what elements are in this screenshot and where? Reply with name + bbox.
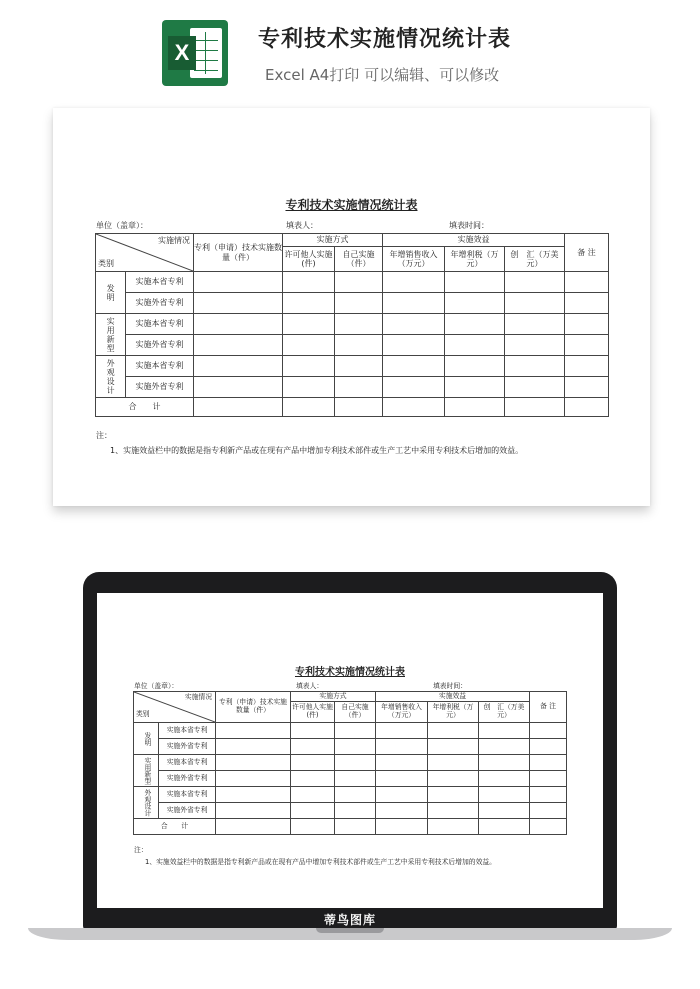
data-cell[interactable] [216, 771, 291, 787]
row-label: 实施本省专利 [126, 314, 194, 335]
data-cell[interactable] [530, 755, 567, 771]
data-cell[interactable] [376, 755, 428, 771]
page-title: 专利技术实施情况统计表 [258, 27, 512, 52]
header-license: 许可他人实施(件) [283, 247, 335, 272]
data-cell[interactable] [283, 377, 335, 398]
data-cell[interactable] [216, 819, 291, 835]
data-cell[interactable] [335, 803, 376, 819]
group-invention: 发明 [96, 272, 126, 314]
row-label: 实施本省专利 [126, 356, 194, 377]
data-cell[interactable] [505, 293, 565, 314]
data-cell[interactable] [335, 739, 376, 755]
header-benefit: 实施效益 [376, 692, 530, 702]
total-label: 合 计 [96, 398, 194, 417]
document-sheet [53, 108, 650, 506]
row-label: 实施外省专利 [126, 377, 194, 398]
data-cell[interactable] [376, 739, 428, 755]
statistics-table [95, 233, 609, 417]
header-remark: 备 注 [565, 234, 609, 272]
data-cell[interactable] [428, 819, 479, 835]
data-cell[interactable] [291, 803, 335, 819]
filler-label: 填表人： [286, 221, 318, 230]
header-forex: 创 汇（万美元） [479, 702, 530, 723]
laptop-notch [316, 928, 384, 933]
header-category: 类别 [98, 258, 114, 268]
data-cell[interactable] [335, 723, 376, 739]
data-cell[interactable] [505, 377, 565, 398]
unit-label: 单位（盖章）： [96, 221, 148, 230]
note-label: 注： [134, 846, 148, 854]
data-cell[interactable] [530, 723, 567, 739]
data-cell[interactable] [565, 335, 609, 356]
data-cell[interactable] [283, 272, 335, 293]
data-cell[interactable] [428, 787, 479, 803]
data-cell[interactable] [565, 314, 609, 335]
data-cell[interactable] [194, 293, 283, 314]
unit-label: 单位（盖章）： [134, 682, 179, 690]
data-cell[interactable] [216, 755, 291, 771]
row-label: 实施本省专利 [159, 787, 216, 803]
group-design: 外观设计 [96, 356, 126, 398]
note-label: 注： [96, 431, 112, 440]
page-header [0, 0, 700, 100]
header-license: 许可他人实施(件) [291, 702, 335, 723]
data-cell[interactable] [428, 723, 479, 739]
data-cell[interactable] [283, 356, 335, 377]
data-cell[interactable] [445, 356, 505, 377]
row-label: 实施本省专利 [159, 755, 216, 771]
row-label: 实施外省专利 [159, 771, 216, 787]
data-cell[interactable] [194, 377, 283, 398]
data-cell[interactable] [291, 755, 335, 771]
row-label: 实施外省专利 [126, 335, 194, 356]
watermark-brand: 蒂鸟图库 [323, 913, 376, 927]
data-cell[interactable] [445, 293, 505, 314]
table-row [134, 771, 567, 787]
data-cell[interactable] [428, 803, 479, 819]
data-cell[interactable] [194, 272, 283, 293]
row-label: 实施本省专利 [159, 723, 216, 739]
group-utility-model: 实用新型 [134, 755, 159, 787]
data-cell[interactable] [194, 335, 283, 356]
row-label: 实施外省专利 [159, 739, 216, 755]
note-text: 1、实施效益栏中的数据是指专利新产品或在现有产品中增加专利技术部件或生产工艺中采用专利技术后增加的效益。 [145, 858, 496, 866]
data-cell[interactable] [383, 398, 445, 417]
row-label: 实施本省专利 [126, 272, 194, 293]
header-patent-count: 专利（申请）技术实施数量（件） [194, 234, 283, 272]
data-cell[interactable] [445, 377, 505, 398]
data-cell[interactable] [445, 272, 505, 293]
data-cell[interactable] [428, 755, 479, 771]
table-row [96, 335, 609, 356]
table-row [134, 803, 567, 819]
data-cell[interactable] [530, 819, 567, 835]
data-cell[interactable] [505, 398, 565, 417]
diagonal-header-cell [96, 234, 194, 272]
table-row [96, 377, 609, 398]
data-cell[interactable] [383, 314, 445, 335]
filler-label: 填表人： [296, 682, 324, 690]
data-cell[interactable] [335, 787, 376, 803]
data-cell[interactable] [445, 314, 505, 335]
data-cell[interactable] [505, 335, 565, 356]
total-label: 合 计 [134, 819, 216, 835]
data-cell[interactable] [479, 803, 530, 819]
data-cell[interactable] [335, 335, 383, 356]
data-cell[interactable] [479, 739, 530, 755]
header-benefit: 实施效益 [383, 234, 565, 247]
data-cell[interactable] [283, 293, 335, 314]
group-design: 外观设计 [134, 787, 159, 819]
document-preview-card [53, 108, 650, 506]
data-cell[interactable] [383, 293, 445, 314]
header-method: 实施方式 [291, 692, 376, 702]
data-cell[interactable] [335, 377, 383, 398]
table-row [134, 739, 567, 755]
data-cell[interactable] [505, 314, 565, 335]
data-cell[interactable] [383, 272, 445, 293]
data-cell[interactable] [376, 771, 428, 787]
data-cell[interactable] [335, 356, 383, 377]
data-cell[interactable] [479, 755, 530, 771]
group-utility-model: 实用新型 [96, 314, 126, 356]
table-row [134, 723, 567, 739]
data-cell[interactable] [335, 293, 383, 314]
data-cell[interactable] [194, 356, 283, 377]
data-cell[interactable] [376, 803, 428, 819]
data-cell[interactable] [565, 398, 609, 417]
data-cell[interactable] [565, 272, 609, 293]
data-cell[interactable] [216, 787, 291, 803]
table-row [96, 356, 609, 377]
data-cell[interactable] [335, 819, 376, 835]
table-row [96, 293, 609, 314]
header-category: 类别 [136, 710, 150, 719]
note-text: 1、实施效益栏中的数据是指专利新产品或在现有产品中增加专利技术部件或生产工艺中采用专利技术后增加的效益。 [110, 446, 524, 455]
data-cell[interactable] [376, 819, 428, 835]
data-cell[interactable] [283, 398, 335, 417]
data-cell[interactable] [565, 356, 609, 377]
data-cell[interactable] [479, 723, 530, 739]
header-method: 实施方式 [283, 234, 383, 247]
document-title: 专利技术实施情况统计表 [295, 667, 405, 678]
excel-icon [162, 20, 228, 86]
data-cell[interactable] [335, 398, 383, 417]
data-cell[interactable] [291, 787, 335, 803]
excel-x-letter: X [168, 36, 196, 70]
document-sheet-small [97, 593, 603, 908]
table-row [134, 755, 567, 771]
header-patent-count: 专利（申请）技术实施数量（件） [216, 692, 291, 723]
data-cell[interactable] [291, 723, 335, 739]
table-row [96, 272, 609, 293]
data-cell[interactable] [283, 335, 335, 356]
data-cell[interactable] [505, 356, 565, 377]
data-cell[interactable] [445, 398, 505, 417]
data-cell[interactable] [335, 771, 376, 787]
data-cell[interactable] [479, 787, 530, 803]
data-cell[interactable] [479, 771, 530, 787]
data-cell[interactable] [565, 293, 609, 314]
data-cell[interactable] [530, 739, 567, 755]
laptop-screen [97, 593, 603, 908]
header-status: 实施情况 [184, 693, 212, 701]
data-cell[interactable] [194, 398, 283, 417]
header-forex: 创 汇（万美元） [505, 247, 565, 272]
data-cell[interactable] [565, 377, 609, 398]
data-cell[interactable] [383, 356, 445, 377]
data-cell[interactable] [335, 272, 383, 293]
header-profit: 年增利税（万元） [428, 702, 479, 723]
data-cell[interactable] [291, 819, 335, 835]
header-sales: 年增销售收入（万元） [376, 702, 428, 723]
row-label: 实施外省专利 [159, 803, 216, 819]
data-cell[interactable] [291, 739, 335, 755]
page-subtitle: Excel A4打印 可以编辑、可以修改 [265, 66, 500, 84]
data-cell[interactable] [291, 771, 335, 787]
data-cell[interactable] [335, 755, 376, 771]
data-cell[interactable] [383, 377, 445, 398]
data-cell[interactable] [428, 739, 479, 755]
statistics-table [133, 691, 567, 835]
total-row [96, 398, 609, 417]
header-self: 自己实施（件） [335, 247, 383, 272]
header-self: 自己实施（件） [335, 702, 376, 723]
header-profit: 年增利税（万元） [445, 247, 505, 272]
data-cell[interactable] [383, 335, 445, 356]
data-cell[interactable] [530, 803, 567, 819]
date-label: 填表时间： [449, 221, 489, 230]
row-label: 实施外省专利 [126, 293, 194, 314]
data-cell[interactable] [428, 771, 479, 787]
table-row [134, 787, 567, 803]
data-cell[interactable] [505, 272, 565, 293]
data-cell[interactable] [335, 314, 383, 335]
group-invention: 发明 [134, 723, 159, 755]
header-remark: 备 注 [530, 692, 567, 723]
table-row [96, 314, 609, 335]
data-cell[interactable] [376, 723, 428, 739]
total-row [134, 819, 567, 835]
header-status: 实施情况 [158, 236, 190, 245]
data-cell[interactable] [376, 787, 428, 803]
data-cell[interactable] [216, 723, 291, 739]
header-sales: 年增销售收入（万元） [383, 247, 445, 272]
data-cell[interactable] [479, 819, 530, 835]
data-cell[interactable] [530, 771, 567, 787]
data-cell[interactable] [283, 314, 335, 335]
data-cell[interactable] [445, 335, 505, 356]
data-cell[interactable] [530, 787, 567, 803]
date-label: 填表时间： [433, 682, 467, 690]
document-title: 专利技术实施情况统计表 [285, 198, 418, 212]
data-cell[interactable] [216, 803, 291, 819]
diagonal-header-cell [134, 692, 216, 723]
data-cell[interactable] [194, 314, 283, 335]
data-cell[interactable] [216, 739, 291, 755]
